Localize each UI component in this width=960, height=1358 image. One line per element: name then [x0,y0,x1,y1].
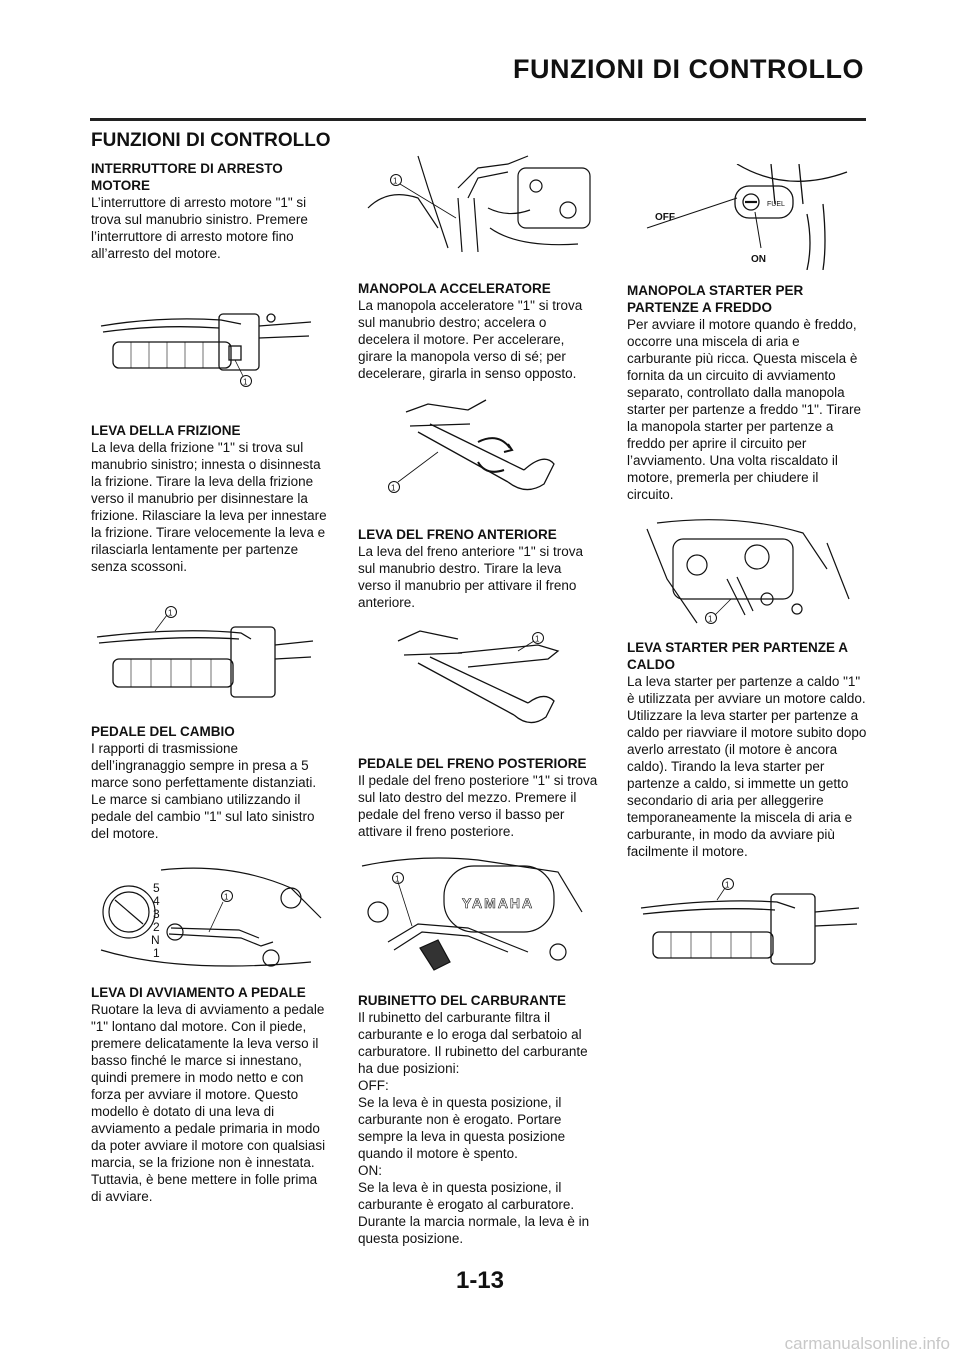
heading-cold-starter-knob: MANOPOLA STARTER PER PARTENZE A FREDDO [627,283,804,315]
figure-shift-pedal [91,858,331,976]
gear-number: 2 [153,920,160,934]
callout-1: 1 [168,608,173,618]
figure-rear-brake-pedal [358,852,598,982]
brand-logo-text: YAMAHA [462,895,535,911]
figure-throttle-grip [358,148,598,264]
gear-number: 3 [153,907,160,921]
text-rear-brake-pedal: Il pedale del freno posteriore "1" si trova sul lato destro del mezzo. Premere il pedale del freno verso il basso per attivare il freno posteriore. [358,773,598,839]
callout-1: 1 [535,634,540,644]
gear-number: N [151,933,160,947]
heading-kickstarter: LEVA DI AVVIAMENTO A PEDALE [91,985,306,1000]
text-engine-stop-switch: L’interruttore di arresto motore "1" si trova sul manubrio sinistro. Premere l’interruttore di arresto motore fino all’arresto del motore. [91,195,308,261]
gear-number: 5 [153,881,160,895]
heading-clutch-lever: LEVA DELLA FRIZIONE [91,423,241,438]
heading-engine-stop-switch: INTERRUTTORE DI ARRESTO MOTORE [91,161,283,193]
figure-engine-stop-switch [91,300,331,388]
gear-number: 1 [153,946,160,960]
heading-front-brake-lever: LEVA DEL FRENO ANTERIORE [358,527,557,542]
page-number: 1-13 [455,1267,505,1294]
callout-1: 1 [243,377,248,387]
figure-throttle-rotation [358,392,598,512]
heading-shift-pedal: PEDALE DEL CAMBIO [91,724,235,739]
callout-1: 1 [725,880,730,890]
header-rule [90,118,866,121]
figure-fuel-cock [627,164,867,270]
text-hot-starter-lever: La leva starter per partenze a caldo "1" è utilizzata per avviare un motore caldo. Utilizzare la leva starter per partenze a caldo per riavviare il motore subito dopo averlo arrestato (il motore è ancora caldo). Tirando la leva starter per partenze a caldo, si immette un getto secondario di aria per alleggerire temporaneamente la miscela di aria e carburante, in modo da avviare più facilmente il motore. [627,674,867,859]
section-title: FUNZIONI DI CONTROLLO [91,130,331,151]
footer-watermark: carmanualsonline.info [784,1334,950,1353]
heading-throttle-grip: MANOPOLA ACCELERATORE [358,281,551,296]
text-shift-pedal: I rapporti di trasmissione dell’ingranaggio sempre in presa a 5 marce sono perfettamente distanziati. Le marce si cambiano utilizzando il pedale del cambio "1" sul lato sinistro del motore. [91,741,317,841]
callout-1: 1 [224,892,229,902]
callout-1: 1 [395,874,400,884]
text-throttle-grip: La manopola acceleratore "1" si trova sul manubrio destro; accelera o decelera il motore. Per accelerare, girare la manopola verso di sé; per decelerare, girarla in senso opposto. [358,298,583,381]
page-header-title: FUNZIONI DI CONTROLLO [513,54,864,84]
off-label: OFF [655,212,675,223]
heading-hot-starter-lever: LEVA STARTER PER PARTENZE A CALDO [627,640,848,672]
column-middle [358,136,598,1247]
text-clutch-lever: La leva della frizione "1" si trova sul manubrio sinistro; innesta o disinnesta la frizione. Tirare la leva della frizione verso il manubrio per disinnestare la frizione. Rilasciare la leva per innestare la frizione. Tirare velocemente la leva e rilasciarla lentamente per partenze senza scossoni. [91,440,327,574]
callout-1: 1 [391,483,396,493]
figure-front-brake-lever [358,623,598,743]
column-right [627,150,867,984]
on-label: ON [751,254,766,265]
text-front-brake-lever: La leva del freno anteriore "1" si trova sul manubrio destro. Tirare la leva verso il manubrio per attivare il freno anteriore. [358,544,583,610]
text-fuel-cock: Il rubinetto del carburante filtra il carburante e lo eroga dal serbatoio al carburatore. Il rubinetto del carburante ha due posizioni: OFF: Se la leva è in questa posizione, il carburante non è erogato. Portare sempre la leva in questa posizione quando il motore è spento. ON: Se la leva è in questa posizione, il carburante è erogato al carburatore. Durante la marcia normale, la leva è in questa posizione. [358,1010,590,1246]
figure-clutch-lever [91,605,331,713]
gear-number: 4 [153,894,160,908]
figure-cold-starter-knob [627,519,867,629]
callout-1: 1 [393,176,398,186]
fuel-label: FUEL [767,201,785,208]
text-kickstarter: Ruotare la leva di avviamento a pedale "1" lontano dal motore. Con il piede, premere delicatamente la leva verso il basso finché le marce si innestano, quindi premere in modo netto e con forza per avviare il motore. Questo modello è dotato di una leva di avviamento a pedale primaria in modo da poter avviare il motore con qualsiasi marcia, se la frizione non è innestata. Tuttavia, è bene mettere in folle prima di avviare. [91,1002,326,1204]
callout-1: 1 [708,614,713,624]
column-left [91,130,331,1205]
heading-rear-brake-pedal: PEDALE DEL FRENO POSTERIORE [358,756,587,771]
figure-hot-starter-lever [627,876,867,976]
text-cold-starter-knob: Per avviare il motore quando è freddo, occorre una miscela di aria e carburante più ricca. Questa miscela è fornita da un circuito di avviamento separato, controllato dalla manopola starter per partenze a freddo "1". Tirare la manopola starter per partenze a freddo per aprire il circuito per l’avviamento. Una volta riscaldato il motore, premerla per chiudere il circuito. [627,317,861,502]
heading-fuel-cock: RUBINETTO DEL CARBURANTE [358,993,567,1008]
